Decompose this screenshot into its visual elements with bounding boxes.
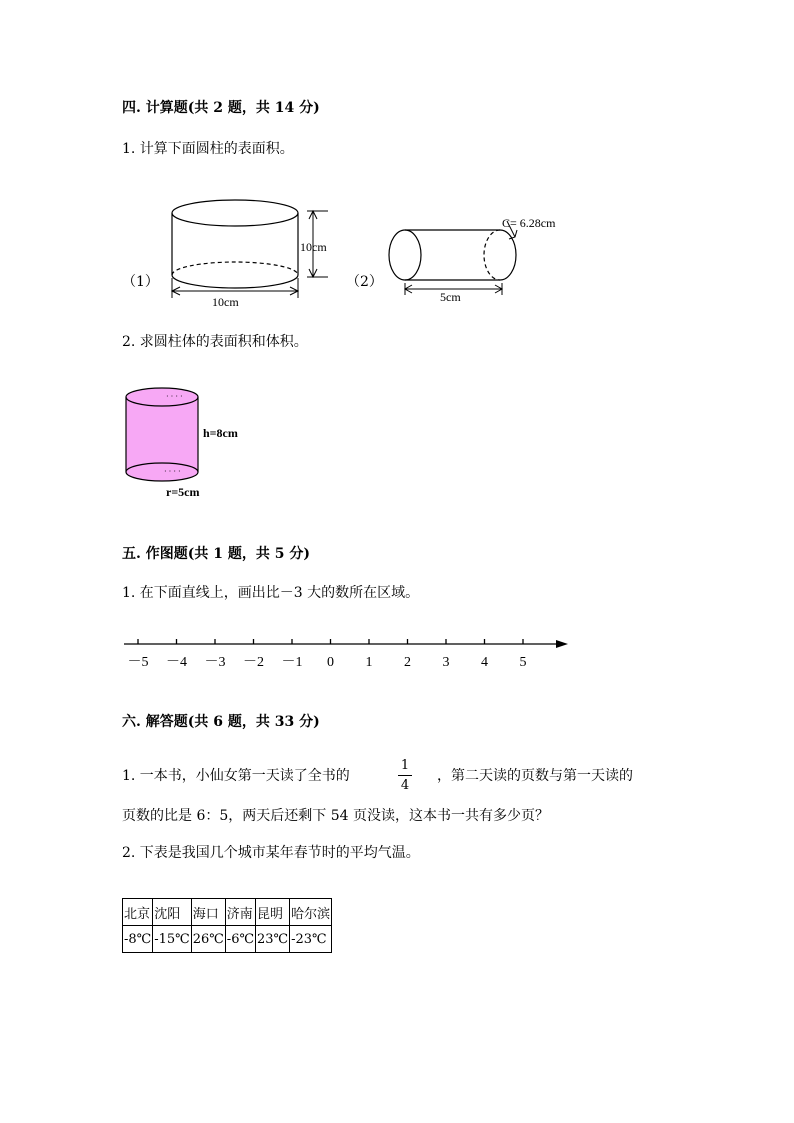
svg-text:· · · ·: · · · · [164,467,181,476]
section-4-title: 四. 计算题(共 2 题，共 14 分) [122,100,320,116]
table-cell: -23℃ [290,926,332,953]
figure-1-label: （1） [122,274,159,290]
table-cell: 哈尔滨 [290,899,332,926]
cylinder-figure-1 [160,195,340,310]
table-cell: -15℃ [153,926,191,953]
table-cell: 沈阳 [153,899,191,926]
number-line-label: －3 [204,655,226,670]
number-line-label: 2 [404,655,411,670]
number-line-label: 4 [481,655,488,670]
number-line-label: 5 [519,655,527,670]
number-line-label: －4 [166,655,187,670]
number-line-label: －2 [243,655,264,670]
table-cell: 昆明 [256,899,290,926]
fraction-one-quarter [398,758,412,793]
table-cell: -8℃ [123,926,153,953]
table-row-cities [123,899,332,926]
figure-2-circumference-label: C= 6.28cm [502,216,556,230]
svg-text:· · · ·: · · · · [166,392,183,401]
question-4-1: 1. 计算下面圆柱的表面积。 [122,141,294,157]
table-cell: -6℃ [225,926,255,953]
question-4-2: 2. 求圆柱体的表面积和体积。 [122,334,308,350]
question-6-1-part1: 1. 一本书，小仙女第一天读了全书的 [122,768,350,784]
question-6-2: 2. 下表是我国几个城市某年春节时的平均气温。 [122,845,420,861]
number-line-label: 3 [442,655,450,670]
question-6-1-line2: 页数的比是 6：5，两天后还剩下 54 页没读，这本书一共有多少页？ [122,808,549,824]
cylinder-figure-2 [385,205,585,310]
fraction-denominator: 4 [400,778,410,793]
temperature-table [122,898,332,953]
figure-1-diameter-label: 10cm [212,295,239,309]
question-5-1: 1. 在下面直线上，画出比－3 大的数所在区域。 [122,585,420,601]
figure-1-height-label: 10cm [300,240,327,254]
fraction-numerator: 1 [400,758,410,773]
figure-2-label: （2） [346,274,383,290]
table-cell: 北京 [123,899,153,926]
cylinder-figure-3 [120,385,260,505]
figure-2-length-label: 5cm [440,290,461,304]
figure-3-height-label: h=8cm [203,426,238,440]
table-cell: 济南 [225,899,255,926]
figure-3-radius-label: r=5cm [166,485,200,499]
question-6-1-part2: ，第二天读的页数与第一天读的 [437,768,633,784]
table-cell: 23℃ [256,926,290,953]
table-cell: 26℃ [191,926,225,953]
section-5-title: 五. 作图题(共 1 题，共 5 分) [122,546,310,562]
table-row-temps [123,926,332,953]
number-line [118,632,578,674]
number-line-label: 0 [327,655,334,670]
number-line-label: 1 [365,655,373,670]
section-6-title: 六. 解答题(共 6 题，共 33 分) [122,714,320,730]
number-line-label: －5 [127,655,149,670]
number-line-label: －1 [281,655,303,670]
table-cell: 海口 [191,899,225,926]
